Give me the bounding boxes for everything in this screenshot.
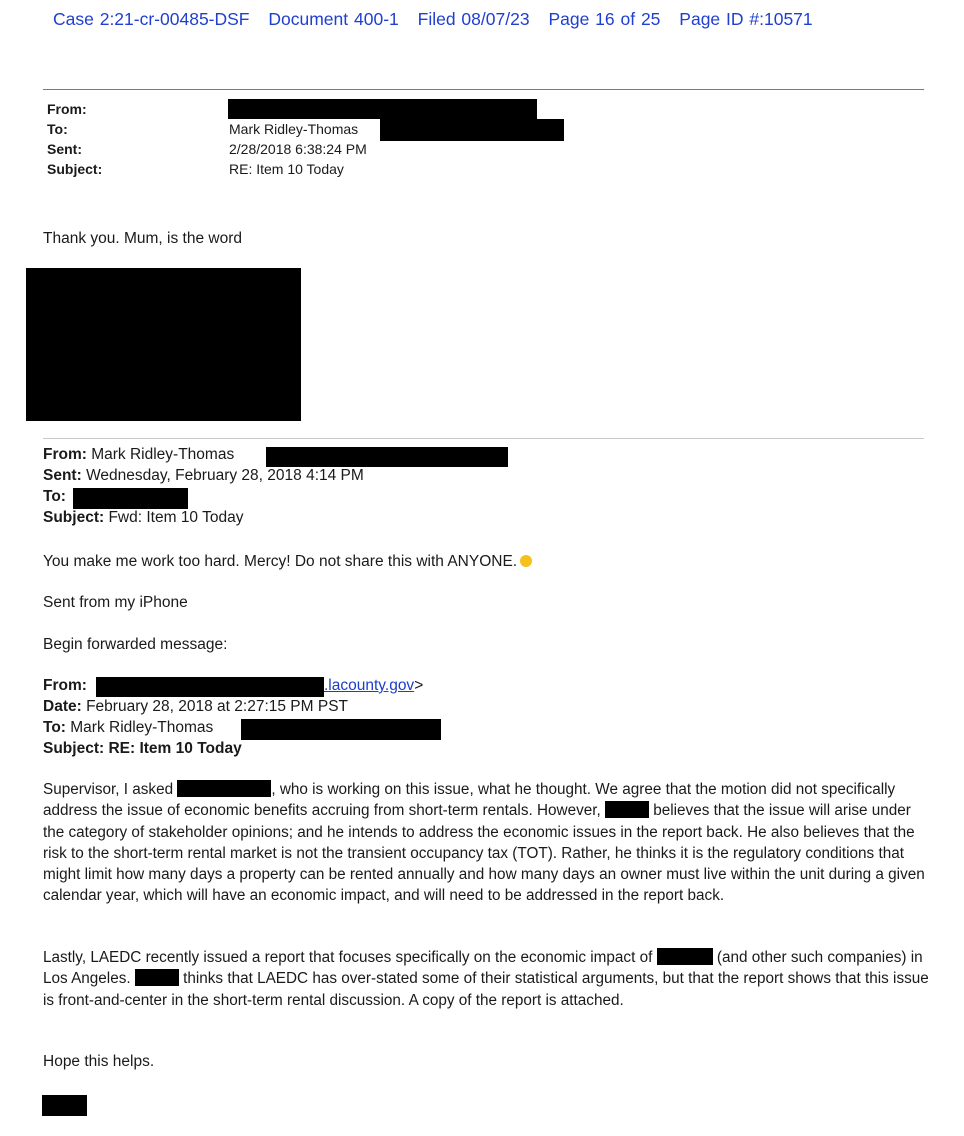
redaction-block — [266, 447, 508, 467]
filing-banner — [53, 9, 826, 30]
fwd-date-line — [43, 698, 348, 716]
p1-part-a: Supervisor, I asked — [43, 781, 174, 798]
redaction-block — [73, 488, 188, 509]
redaction-block — [657, 948, 713, 965]
filed-date: Filed 08/07/23 — [417, 9, 530, 29]
fwd-to-line — [43, 719, 213, 737]
fwd-subject-value: RE: Item 10 Today — [108, 740, 242, 757]
fwd-date-value: February 28, 2018 at 2:27:15 PM PST — [86, 698, 349, 715]
p1-part-c: believes that the issue will arise under the category of stakeholder opinions; and he intends to address the economic issues in the report back. He also believes that the risk to the short-term rental market is not the transient occupancy tax (TOT). Rather, he thinks it is the regulatory conditions that might limit how many days a property can be rented annually and how many days an owner must live within the unit during a given calendar year, which will have an economic impact, and will need to be addressed in the report back. — [43, 802, 925, 905]
email-divider — [43, 438, 924, 439]
forwarded-intro: Begin forwarded message: — [43, 636, 228, 653]
email2-body: You make me work too hard. Mercy! Do not share this with ANYONE. — [43, 553, 518, 570]
redaction-block — [135, 969, 179, 986]
fwd-from-line — [43, 677, 87, 695]
email-link[interactable]: .lacounty.gov — [324, 677, 415, 694]
fwd-from-label: From: — [43, 677, 87, 694]
fwd-from-address — [324, 677, 423, 695]
redaction-block — [177, 780, 271, 797]
page-number: Page 16 of 25 — [548, 9, 661, 29]
redaction-block — [605, 801, 649, 818]
smiley-icon — [520, 555, 532, 567]
page-id: Page ID #:10571 — [679, 9, 813, 29]
fwd-paragraph-2 — [43, 947, 933, 1011]
email2-body-line — [43, 553, 532, 571]
email2-sent-label: Sent: — [43, 467, 82, 484]
email2-subject-line — [43, 509, 243, 527]
fwd-subject-line — [43, 740, 242, 758]
email2-to-line — [43, 488, 66, 506]
email2-sent-value: Wednesday, February 28, 2018 4:14 PM — [86, 467, 364, 484]
redaction-block — [241, 719, 441, 740]
fwd-from-suffix: > — [414, 677, 424, 694]
email1-to-label: To: — [47, 121, 68, 137]
fwd-closing: Hope this helps. — [43, 1053, 155, 1070]
email2-from-line — [43, 446, 234, 464]
iphone-signature: Sent from my iPhone — [43, 594, 188, 611]
email2-to-label: To: — [43, 488, 66, 505]
redaction-block — [228, 99, 537, 119]
email1-sent-value: 2/28/2018 6:38:24 PM — [229, 141, 367, 157]
signature-redaction — [42, 1095, 87, 1116]
p1-part-b: , who is working on this issue, what he thought. We agree that the motion did not specifically address the issue of economic benefits accruing from short-term rentals. However, — [43, 781, 896, 820]
p2-part-a: Lastly, LAEDC recently issued a report that focuses specifically on the economic impact of — [43, 949, 653, 966]
fwd-to-label: To: — [43, 719, 66, 736]
email2-sent-line — [43, 467, 364, 485]
email1-body: Thank you. Mum, is the word — [43, 230, 242, 247]
p2-part-c: thinks that LAEDC has over-stated some of their statistical arguments, but that the report shows that this issue is front-and-center in the short-term rental discussion. A copy of the report is attached. — [43, 970, 929, 1009]
redaction-block — [380, 119, 564, 141]
fwd-date-label: Date: — [43, 698, 82, 715]
email2-subject-label: Subject: — [43, 509, 105, 526]
email2-from-label: From: — [43, 446, 87, 463]
signature-redaction — [26, 268, 301, 421]
p2-part-b: (and other such companies) in Los Angeles. — [43, 949, 923, 988]
fwd-subject-label: Subject: — [43, 740, 105, 757]
email1-from-label: From: — [47, 101, 87, 117]
email1-to-value: Mark Ridley-Thomas — [229, 121, 359, 137]
fwd-paragraph-1 — [43, 779, 933, 907]
redaction-block — [96, 677, 324, 697]
document-number: Document 400-1 — [268, 9, 399, 29]
header-divider — [43, 89, 924, 90]
email2-subject-value: Fwd: Item 10 Today — [108, 509, 244, 526]
email1-subject-value: RE: Item 10 Today — [229, 161, 344, 177]
email1-sent-label: Sent: — [47, 141, 82, 157]
case-number: Case 2:21-cr-00485-DSF — [53, 9, 250, 29]
email2-from-value: Mark Ridley-Thomas — [91, 446, 235, 463]
fwd-to-value: Mark Ridley-Thomas — [70, 719, 214, 736]
email1-subject-label: Subject: — [47, 161, 103, 177]
